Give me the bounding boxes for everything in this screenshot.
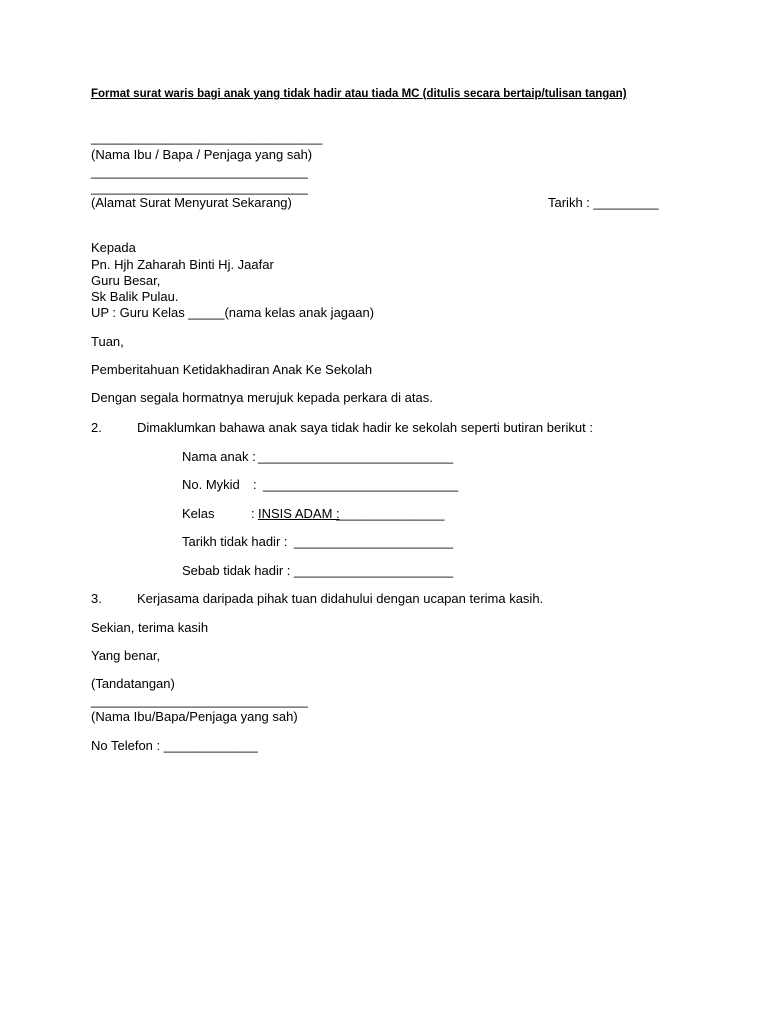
sender-address-blank-1: ______________________________ (91, 164, 308, 179)
recipient-attention: UP : Guru Kelas _____(nama kelas anak jagaan) (91, 305, 375, 320)
mykid-blank: ___________________________ (263, 477, 459, 492)
child-name-blank: ___________________________ (258, 449, 454, 464)
para2-text: Dimaklumkan bahawa anak saya tidak hadir ke sekolah seperti butiran berikut : (137, 420, 593, 435)
reason-blank: ______________________ (294, 563, 454, 578)
mykid-colon: : (253, 477, 257, 492)
phone-field: No Telefon : _____________ (91, 738, 258, 753)
recipient-name: Pn. Hjh Zaharah Binti Hj. Jaafar (91, 257, 274, 272)
para3-text: Kerjasama daripada pihak tuan didahului dengan ucapan terima kasih. (137, 591, 544, 606)
date-field: Tarikh : _________ (548, 195, 659, 210)
class-blank: _______________ (336, 506, 445, 521)
signer-name-label: (Nama Ibu/Bapa/Penjaga yang sah) (91, 709, 298, 724)
document-heading: Format surat waris bagi anak yang tidak hadir atau tiada MC (ditulis secara bertaip/tulisan tangan) (91, 88, 627, 100)
sender-address-blank-2: ______________________________ (91, 180, 308, 195)
subject-line: Pemberitahuan Ketidakhadiran Anak Ke Sekolah (91, 362, 373, 377)
recipient-to: Kepada (91, 240, 136, 255)
signature-line: ______________________________ (91, 693, 308, 708)
para2-number: 2. (91, 420, 102, 435)
sender-address-label: (Alamat Surat Menyurat Sekarang) (91, 195, 292, 210)
recipient-title: Guru Besar, (91, 273, 161, 288)
date-absent-label: Tarikh tidak hadir : (182, 534, 288, 549)
signature-label: (Tandatangan) (91, 676, 175, 691)
recipient-school: Sk Balik Pulau. (91, 289, 179, 304)
date-absent-blank: ______________________ (294, 534, 454, 549)
reason-label: Sebab tidak hadir : (182, 563, 291, 578)
class-value: INSIS ADAM : (258, 506, 340, 521)
salutation: Tuan, (91, 334, 124, 349)
mykid-label: No. Mykid (182, 477, 240, 492)
para3-number: 3. (91, 591, 102, 606)
class-label: Kelas (182, 506, 215, 521)
class-colon: : (251, 506, 255, 521)
closing-sincerely: Yang benar, (91, 648, 161, 663)
closing-thanks: Sekian, terima kasih (91, 620, 209, 635)
opening-line: Dengan segala hormatnya merujuk kepada perkara di atas. (91, 390, 433, 405)
child-name-label: Nama anak : (182, 449, 256, 464)
sender-name-blank: ________________________________ (91, 130, 323, 145)
sender-name-label: (Nama Ibu / Bapa / Penjaga yang sah) (91, 147, 313, 162)
